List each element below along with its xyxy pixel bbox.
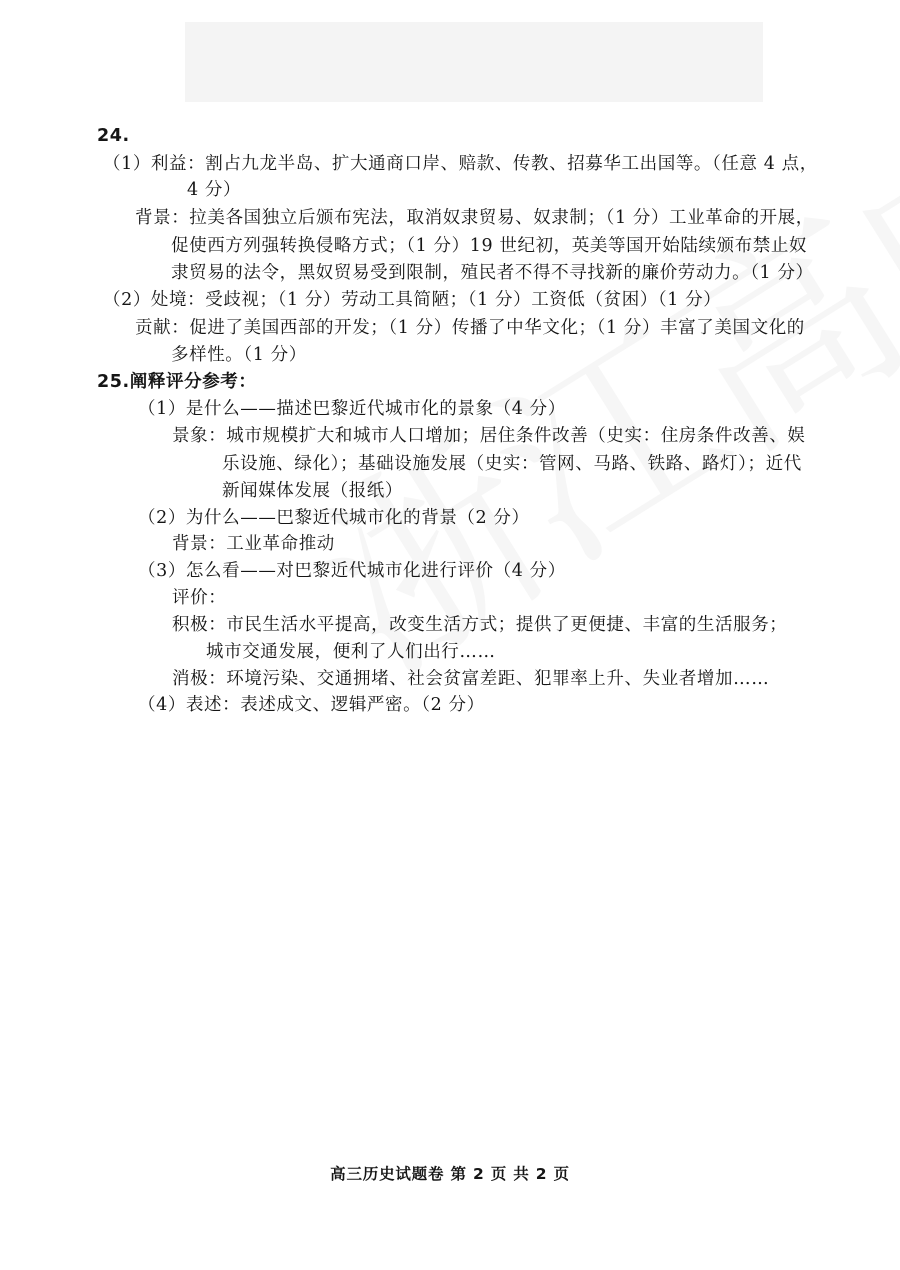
q24-p1-profit-line1: （1）利益：割占九龙半岛、扩大通商口岸、赔款、传教、招募华工出国等。（任意 4 点， — [103, 154, 818, 174]
q25-p3-title: （3）怎么看——对巴黎近代城市化进行评价（4 分） — [138, 561, 566, 581]
q25-p3-evaluation-label: 评价： — [172, 588, 227, 608]
q25-p3-negative: 消极：环境污染、交通拥堵、社会贫富差距、犯罪率上升、失业者增加…… — [172, 669, 770, 689]
q25-p3-positive-line1: 积极：市民生活水平提高，改变生活方式；提供了更便捷、丰富的生活服务； — [172, 615, 788, 635]
q25-p1-title: （1）是什么——描述巴黎近代城市化的景象（4 分） — [138, 399, 566, 419]
q24-p1-background-line1: 背景：拉美各国独立后颁布宪法，取消奴隶贸易、奴隶制；（1 分）工业革命的开展， — [135, 208, 814, 228]
q24-p1-profit-line2: 4 分） — [187, 180, 242, 200]
q24-number: 24. — [97, 126, 130, 146]
q25-p2-background: 背景：工业革命推动 — [172, 534, 335, 554]
q25-title: 25.阐释评分参考： — [97, 372, 257, 392]
q25-p3-positive-line2: 城市交通发展，便利了人们出行…… — [206, 642, 496, 662]
q25-p1-scene-line2: 乐设施、绿化）；基础设施发展（史实：管网、马路、铁路、路灯）；近代 — [222, 454, 802, 474]
q25-p2-title: （2）为什么——巴黎近代城市化的背景（2 分） — [138, 508, 530, 528]
q25-p4: （4）表述：表述成文、逻辑严密。（2 分） — [138, 695, 485, 715]
q24-p2-contribution-line1: 贡献：促进了美国西部的开发；（1 分）传播了中华文化；（1 分）丰富了美国文化的 — [135, 318, 805, 338]
q25-p1-scene-line3: 新闻媒体发展（报纸） — [222, 481, 403, 501]
q24-p1-background-line3: 隶贸易的法令，黑奴贸易受到限制，殖民者不得不寻找新的廉价劳动力。（1 分） — [171, 263, 814, 283]
header-blank-area — [185, 22, 763, 102]
q24-p2-contribution-line2: 多样性。（1 分） — [171, 345, 307, 365]
q24-p2-situation: （2）处境：受歧视；（1 分）劳动工具简陋；（1 分）工资低（贫困）（1 分） — [103, 290, 722, 310]
q24-p1-background-line2: 促使西方列强转换侵略方式；（1 分）19 世纪初，英美等国开始陆续颁布禁止奴 — [171, 236, 808, 256]
q25-p1-scene-line1: 景象：城市规模扩大和城市人口增加；居住条件改善（史实：住房条件改善、娱 — [172, 426, 806, 446]
page-footer: 高三历史试题卷 第 2 页 共 2 页 — [330, 1165, 570, 1183]
